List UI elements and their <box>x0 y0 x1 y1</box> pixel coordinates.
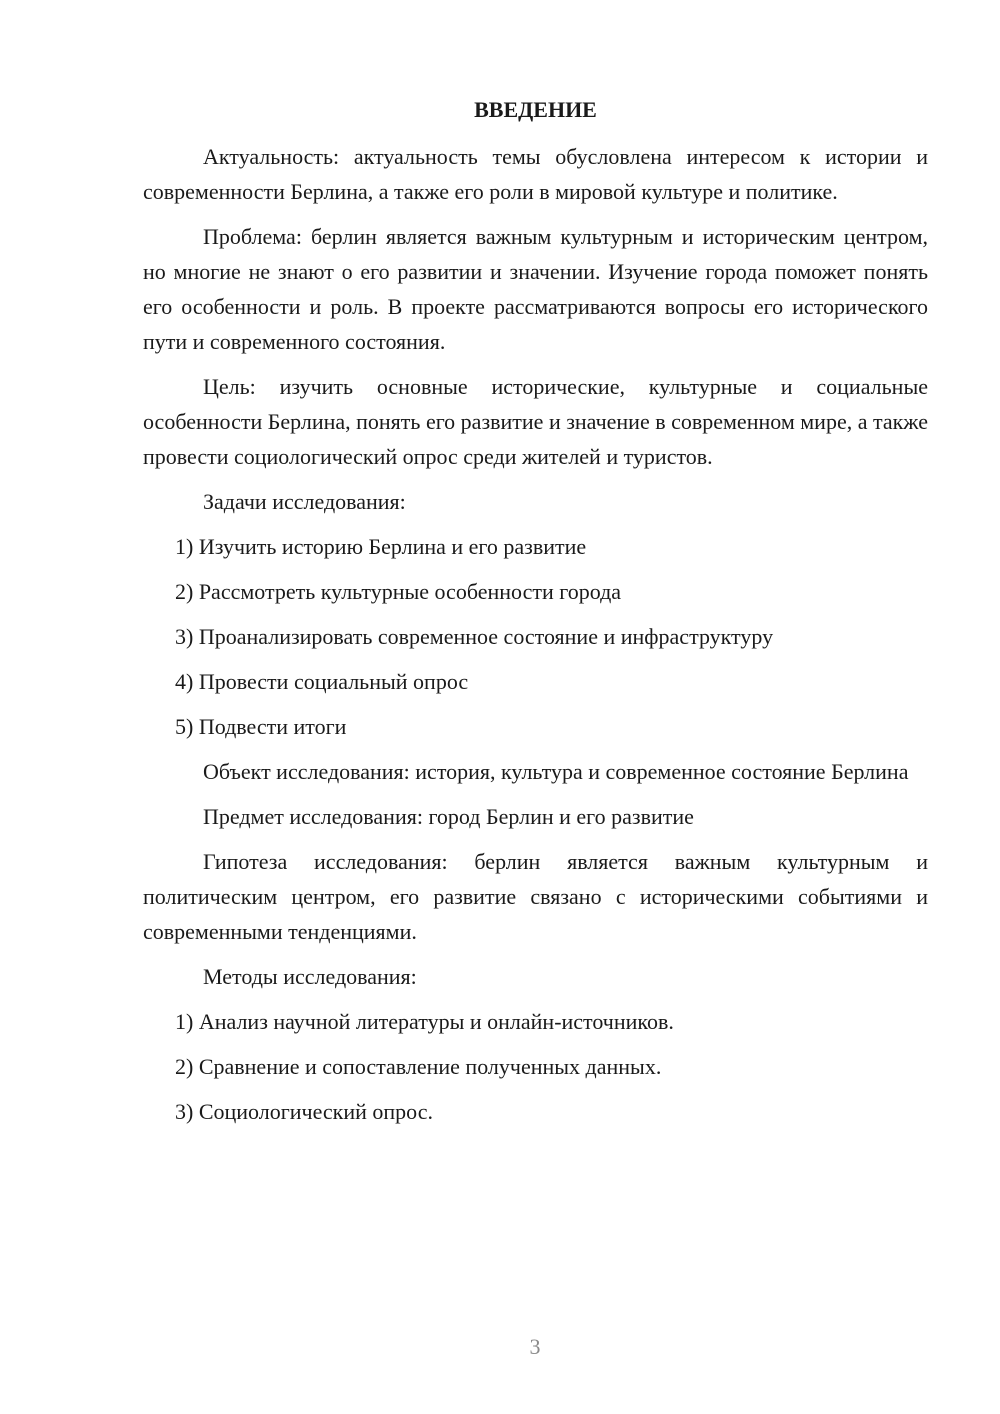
tasks-list <box>143 529 928 744</box>
problem-paragraph: Проблема: берлин является важным культурным и историческим центром, но многие не знают о его развитии и значении. Изучение города поможет понять его особенности и роль. В проекте рассматриваются вопросы его исторического пути и современного состояния. <box>143 224 928 354</box>
list-item: 2) Рассмотреть культурные особенности города <box>175 579 622 604</box>
goal-paragraph: Цель: изучить основные исторические, культурные и социальные особенности Берлина, понять его развитие и значение в современном мире, а также провести социологический опрос среди жителей и туристов. <box>143 374 928 469</box>
hypothesis-paragraph: Гипотеза исследования: берлин является важным культурным и политическим центром, его развитие связано с историческими событиями и современными тенденциями. <box>143 849 928 944</box>
list-item: 3) Социологический опрос. <box>175 1099 433 1124</box>
list-item: 4) Провести социальный опрос <box>175 669 469 694</box>
page-content <box>143 92 928 1129</box>
methods-list <box>143 1004 928 1129</box>
list-item: 1) Изучить историю Берлина и его развитие <box>175 534 587 559</box>
relevance-paragraph: Актуальность: актуальность темы обусловлена интересом к истории и современности Берлина, а также его роли в мировой культуре и политике. <box>143 144 928 204</box>
list-item: 5) Подвести итоги <box>175 714 347 739</box>
subject-paragraph: Предмет исследования: город Берлин и его развитие <box>203 804 694 829</box>
page-number: 3 <box>529 1334 541 1359</box>
object-paragraph: Объект исследования: история, культура и современное состояние Берлина <box>203 759 909 784</box>
methods-heading: Методы исследования: <box>203 964 417 989</box>
list-item: 3) Проанализировать современное состояние и инфраструктуру <box>175 624 774 649</box>
tasks-heading: Задачи исследования: <box>203 489 406 514</box>
list-item: 2) Сравнение и сопоставление полученных данных. <box>175 1054 662 1079</box>
page-title: ВВЕДЕНИЕ <box>474 97 597 122</box>
list-item: 1) Анализ научной литературы и онлайн-источников. <box>175 1009 674 1034</box>
